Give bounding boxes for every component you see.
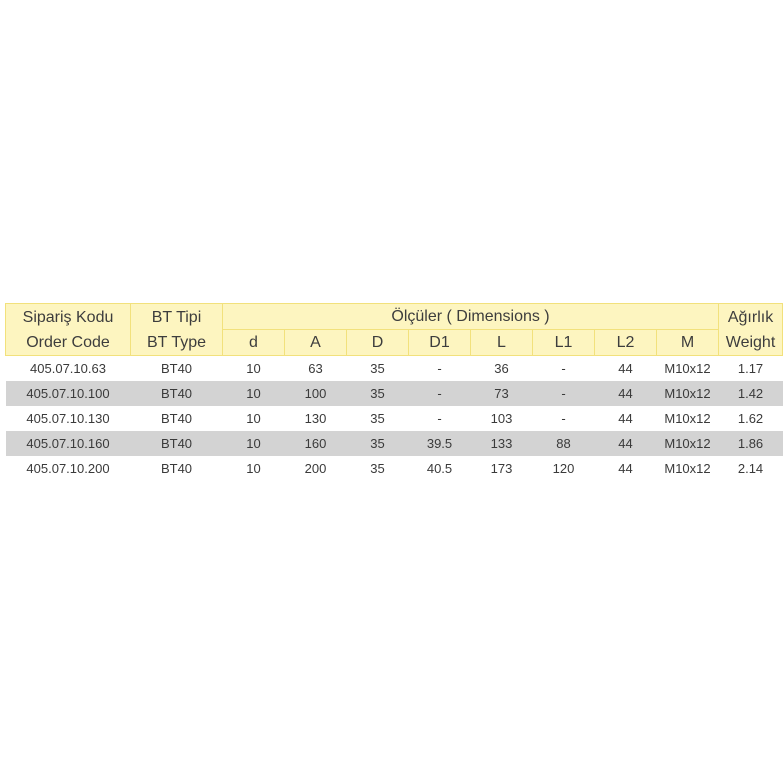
cell-d: 10 (246, 461, 261, 476)
table-row (6, 431, 783, 456)
cell-l2: 44 (595, 431, 657, 456)
cell-a: 200 (304, 461, 327, 476)
header-dimensions: Ölçüler ( Dimensions ) (223, 304, 719, 330)
cell-l: 173 (490, 461, 513, 476)
product-spec-table (5, 303, 783, 481)
table-row (6, 406, 783, 431)
header-dim-d1: D1 (409, 330, 471, 356)
cell-l1: - (533, 381, 595, 406)
cell-order-code: 405.07.10.100 (6, 381, 131, 406)
table-row (6, 356, 783, 382)
cell-m: M10x12 (664, 361, 711, 376)
cell-m: M10x12 (657, 431, 719, 456)
cell-weight: 1.86 (719, 431, 783, 456)
cell-m: M10x12 (664, 461, 711, 476)
cell-l2: 44 (618, 461, 633, 476)
header-dim-l1: L1 (533, 330, 595, 356)
cell-d1: - (409, 381, 471, 406)
cell-l2: 44 (618, 411, 633, 426)
header-dim-d: d (223, 330, 285, 356)
header-dim-big-d: D (347, 330, 409, 356)
table-row (6, 456, 783, 481)
cell-bt-type: BT40 (131, 381, 223, 406)
cell-bt-type: BT40 (160, 361, 193, 376)
cell-order-code: 405.07.10.130 (26, 411, 110, 426)
cell-big-d: 35 (370, 461, 385, 476)
cell-bt-type: BT40 (160, 461, 193, 476)
cell-l: 73 (471, 381, 533, 406)
header-dim-a: A (285, 330, 347, 356)
cell-big-d: 35 (370, 411, 385, 426)
cell-a: 160 (285, 431, 347, 456)
header-weight-tr: Ağırlık (727, 308, 774, 326)
cell-weight: 1.42 (719, 381, 783, 406)
header-weight-en: Weight (725, 333, 776, 351)
cell-l1: 120 (552, 461, 575, 476)
cell-weight: 2.14 (737, 461, 764, 476)
header-order-code-en: Order Code (26, 333, 110, 351)
cell-d1: 40.5 (426, 461, 453, 476)
cell-d: 10 (246, 361, 261, 376)
header-bt-type (131, 304, 223, 356)
cell-order-code: 405.07.10.160 (6, 431, 131, 456)
cell-m: M10x12 (664, 411, 711, 426)
cell-l2: 44 (618, 361, 633, 376)
cell-d: 10 (246, 411, 261, 426)
cell-big-d: 35 (370, 361, 385, 376)
cell-order-code: 405.07.10.200 (26, 461, 110, 476)
cell-l2: 44 (595, 381, 657, 406)
header-weight (719, 304, 783, 356)
header-dim-l2: L2 (595, 330, 657, 356)
cell-order-code: 405.07.10.63 (30, 361, 106, 376)
header-bt-type-en: BT Type (147, 333, 206, 351)
header-bt-type-tr: BT Tipi (151, 308, 202, 326)
cell-a: 130 (304, 411, 327, 426)
cell-l1: - (561, 361, 566, 376)
cell-l: 133 (471, 431, 533, 456)
cell-l: 103 (490, 411, 513, 426)
cell-l: 36 (494, 361, 509, 376)
header-order-code (6, 304, 131, 356)
cell-weight: 1.62 (737, 411, 764, 426)
header-dim-m: M (657, 330, 719, 356)
cell-m: M10x12 (657, 381, 719, 406)
cell-bt-type: BT40 (160, 411, 193, 426)
cell-d: 10 (223, 431, 285, 456)
header-order-code-tr: Sipariş Kodu (22, 308, 114, 326)
cell-weight: 1.17 (737, 361, 764, 376)
cell-d1: - (437, 361, 442, 376)
cell-big-d: 35 (347, 381, 409, 406)
header-dim-l: L (471, 330, 533, 356)
cell-l1: 88 (533, 431, 595, 456)
cell-bt-type: BT40 (131, 431, 223, 456)
cell-l1: - (561, 411, 566, 426)
cell-d: 10 (223, 381, 285, 406)
cell-d1: 39.5 (409, 431, 471, 456)
cell-d1: - (437, 411, 442, 426)
cell-a: 100 (285, 381, 347, 406)
table-row (6, 381, 783, 406)
cell-a: 63 (308, 361, 323, 376)
cell-big-d: 35 (347, 431, 409, 456)
